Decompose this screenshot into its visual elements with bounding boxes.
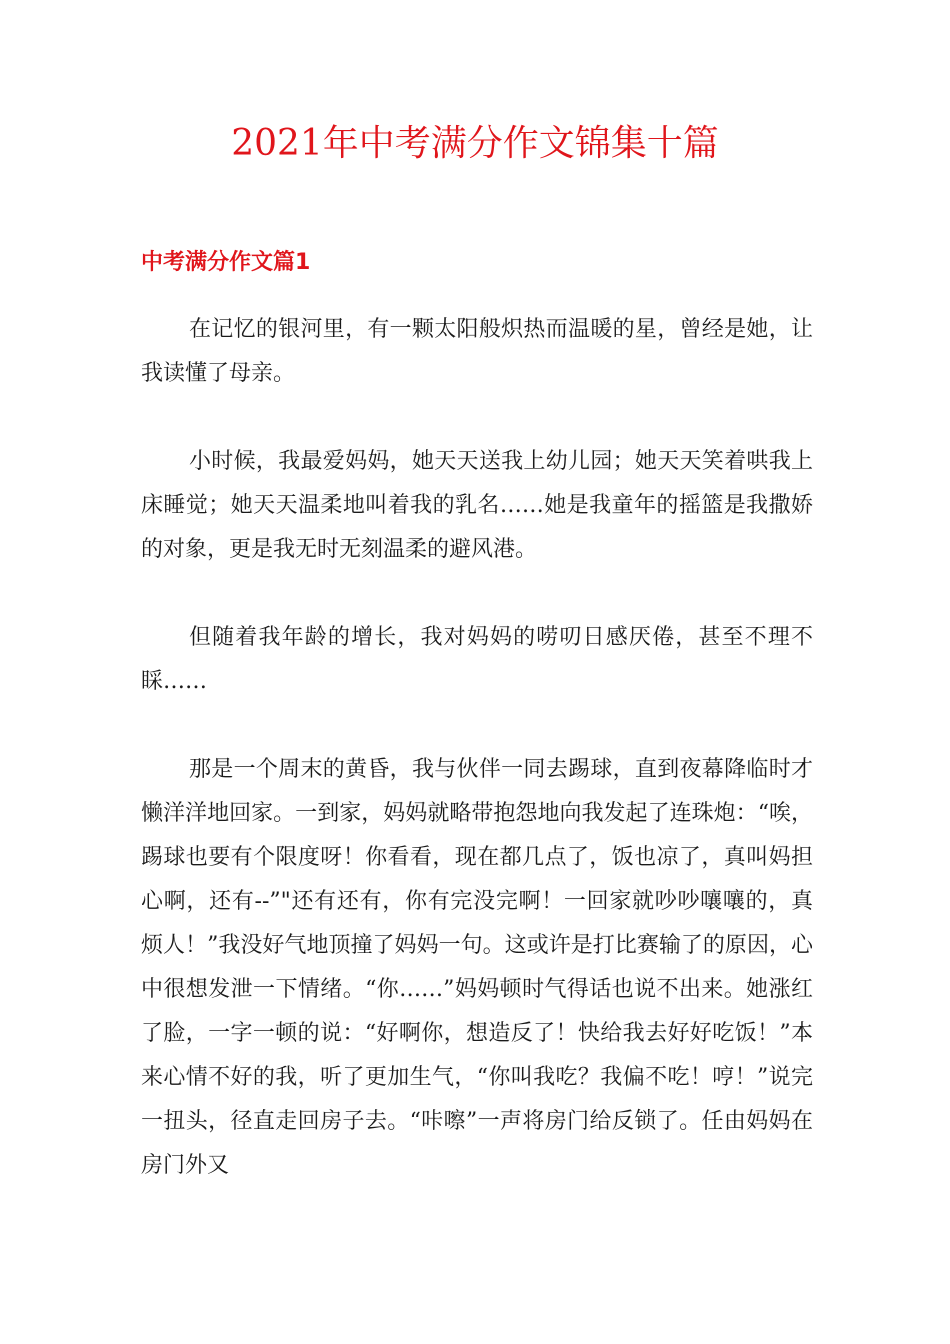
paragraph: 小时候，我最爱妈妈，她天天送我上幼儿园；她天天笑着哄我上床睡觉；她天天温柔地叫着我的乳名……她是我童年的摇篮是我撒娇的对象，更是我无时无刻温柔的避风港。 bbox=[141, 449, 813, 562]
paragraph: 在记忆的银河里，有一颗太阳般炽热而温暖的星，曾经是她，让我读懂了母亲。 bbox=[141, 317, 813, 386]
paragraph: 那是一个周末的黄昏，我与伙伴一同去踢球，直到夜幕降临时才懒洋洋地回家。一到家，妈妈就略带抱怨地向我发起了连珠炮：“唉，踢球也要有个限度呀！你看看，现在都几点了，饭也凉了，真叫妈担心啊，还有--”"还有还有，你有完没完啊！一回家就吵吵嚷嚷的，真烦人！”我没好气地顶撞了妈妈一句。这或许是打比赛输了的原因，心中很想发泄一下情绪。“你……”妈妈顿时气得话也说不出来。她涨红了脸，一字一顿的说：“好啊你，想造反了！快给我去好好吃饭！”本来心情不好的我，听了更加生气，“你叫我吃？我偏不吃！哼！”说完一扭头，径直走回房子去。“咔嚓”一声将房门给反锁了。任由妈妈在房门外又 bbox=[141, 757, 813, 1178]
section-heading: 中考满分作文篇1 bbox=[141, 250, 311, 275]
essay-body bbox=[141, 308, 813, 1232]
paragraph: 但随着我年龄的增长，我对妈妈的唠叨日感厌倦，甚至不理不睬…… bbox=[141, 625, 813, 694]
document-title: 2021年中考满分作文锦集十篇 bbox=[231, 123, 719, 164]
